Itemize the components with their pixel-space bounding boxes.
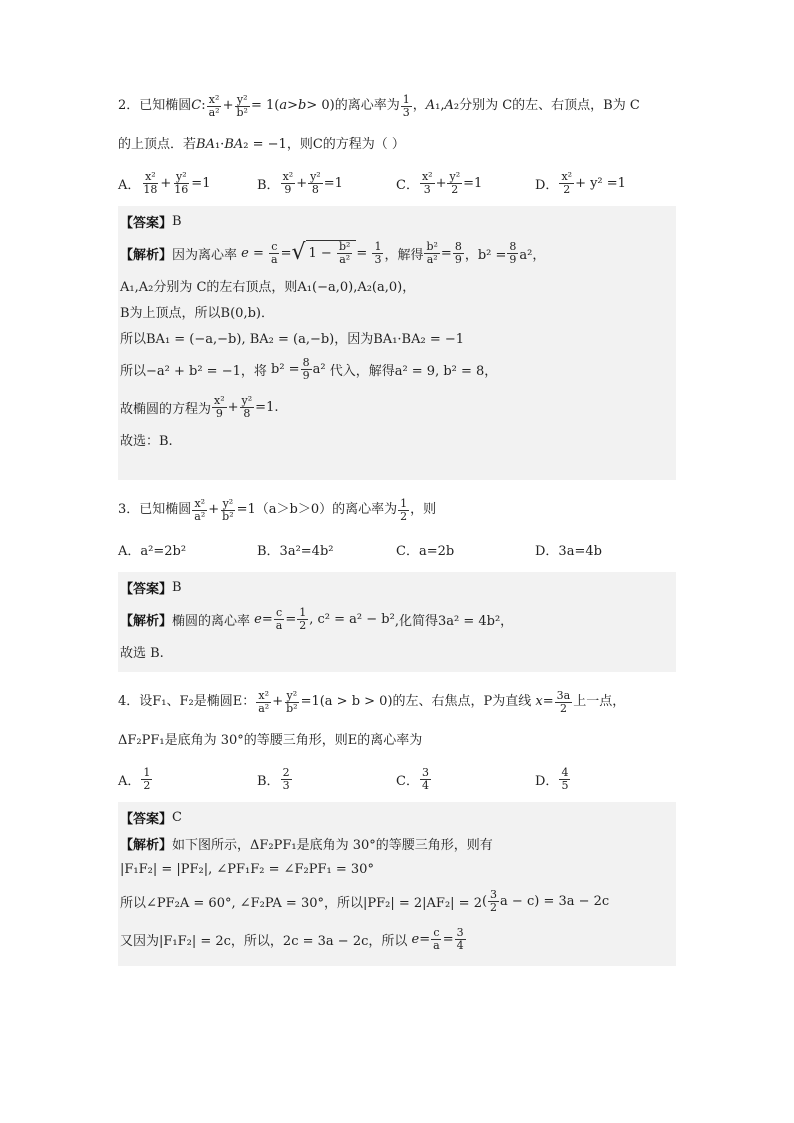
- option-a: A． $\frac{\text{x²}}{18}$ + $\frac{\text{y²}}{16}$ =1: [118, 169, 211, 196]
- question-3-options: [118, 532, 676, 566]
- question-4-stem-line1: 4．设F₁、F₂是椭圆E： $\frac{\text{x²}}{\text{a²}}$ + $\frac{\text{y²}}{\text{b²}}$ =1(a > b > 0) 的左、右焦点，P为直线 x = $\frac{3a}{2}$ 上一点，: [118, 688, 626, 715]
- question-4-solution: 【答案】 C 【解析】 如下图所示，ΔF₂PF₁是底角为 30°的等腰三角形，则有 |F₁F₂| = |PF₂|, ∠PF₁F₂ = ∠F₂PF₁ = 30° 所以∠PF₂A = 60°, ∠F₂PA = 30°，所以|PF₂| = 2|AF₂| = 2 ( $\frac{3}{2}$ a − c) = 3a − 2c 又因为|F₁F₂| = 2c，所以，2c = 3a − 2c，所以 e = $\frac{c}{a}$ = $\frac{3}{4}$: [118, 802, 676, 966]
- question-4-options: [118, 762, 676, 796]
- option-c: C． $\frac{3}{4}$: [396, 765, 429, 792]
- option-d: D．3a=4b: [535, 543, 602, 559]
- option-c: C． $\frac{\text{x²}}{3}$ + $\frac{\text{y²}}{2}$ =1: [396, 169, 483, 196]
- option-c: C．a=2b: [396, 543, 455, 559]
- question-3: [118, 494, 676, 672]
- option-a: A． $\frac{1}{2}$: [118, 765, 151, 792]
- question-3-stem: 3．已知椭圆 $\frac{\text{x²}}{\text{a²}}$ + $\frac{\text{y²}}{\text{b²}}$ =1 （a＞b＞0）的离心率为 $\frac{1}{2}$ ，则: [118, 496, 437, 523]
- question-2-options: [118, 166, 676, 200]
- option-b: B． $\frac{2}{3}$: [257, 765, 290, 792]
- option-d: D． $\frac{\text{x²}}{2}$ + y² =1: [535, 169, 626, 196]
- document-page: [118, 90, 676, 966]
- option-b: B． $\frac{\text{x²}}{9}$ + $\frac{\text{y²}}{8}$ =1: [257, 169, 343, 196]
- question-3-solution: 【答案】 B 【解析】 椭圆的离心率 e = $\frac{c}{a}$ = $\frac{1}{2}$ , c² = a² − b² ,化简得3a² = 4b²， 故选 B.: [118, 572, 676, 672]
- question-4: [118, 686, 676, 966]
- question-2: [118, 90, 676, 480]
- option-a: A．a²=2b²: [118, 543, 187, 559]
- question-2-stem-line2: 的上顶点．若 BA ₁· BA ₂ = −1 ，则C的方程为（ ）: [118, 137, 405, 152]
- question-2-solution: 【答案】 B 【解析】 因为离心率 e = $\frac{c}{a}$ = √ 1 − $\frac{\text{b²}}{\text{a²}}$ = $\frac{1}{3}$ ，解得 $\frac{\text{b²}}{\text{a²}}$ = $\frac{8}{9}$ ，b² = $\frac{8}{9}$ a²， A₁,A₂分别为 C的左右顶点，则A₁(−a,0),A₂(a,0)， B为上顶点，所以B(0,b)． 所以BA₁ = (−a,−b), BA₂ = (a,−b)，因为BA₁·BA₂ = −1 所以−a² + b² = −1，将 b² = $\frac{8}{9}$ a² 代入，解得a² = 9, b² = 8， 故椭圆的方程为 $\frac{\text{x²}}{9}$ + $\frac{\text{y²}}{8}$ =1. 故选：B.: [118, 206, 676, 480]
- option-d: D． $\frac{4}{5}$: [535, 765, 569, 792]
- question-4-stem-line2: ΔF₂PF₁是底角为 30°的等腰三角形，则E的离心率为: [118, 733, 423, 748]
- question-2-stem-line1: 2．已知椭圆 C : $\frac{\text{x²}}{\text{a²}}$ + $\frac{\text{y²}}{\text{b²}}$ = 1( a > b > 0) 的离心率为 $\frac{1}{3}$ ， A ₁, A ₂ 分别为 C的左、右顶点，B为 C: [118, 92, 640, 119]
- option-b: B．3a²=4b²: [257, 543, 334, 559]
